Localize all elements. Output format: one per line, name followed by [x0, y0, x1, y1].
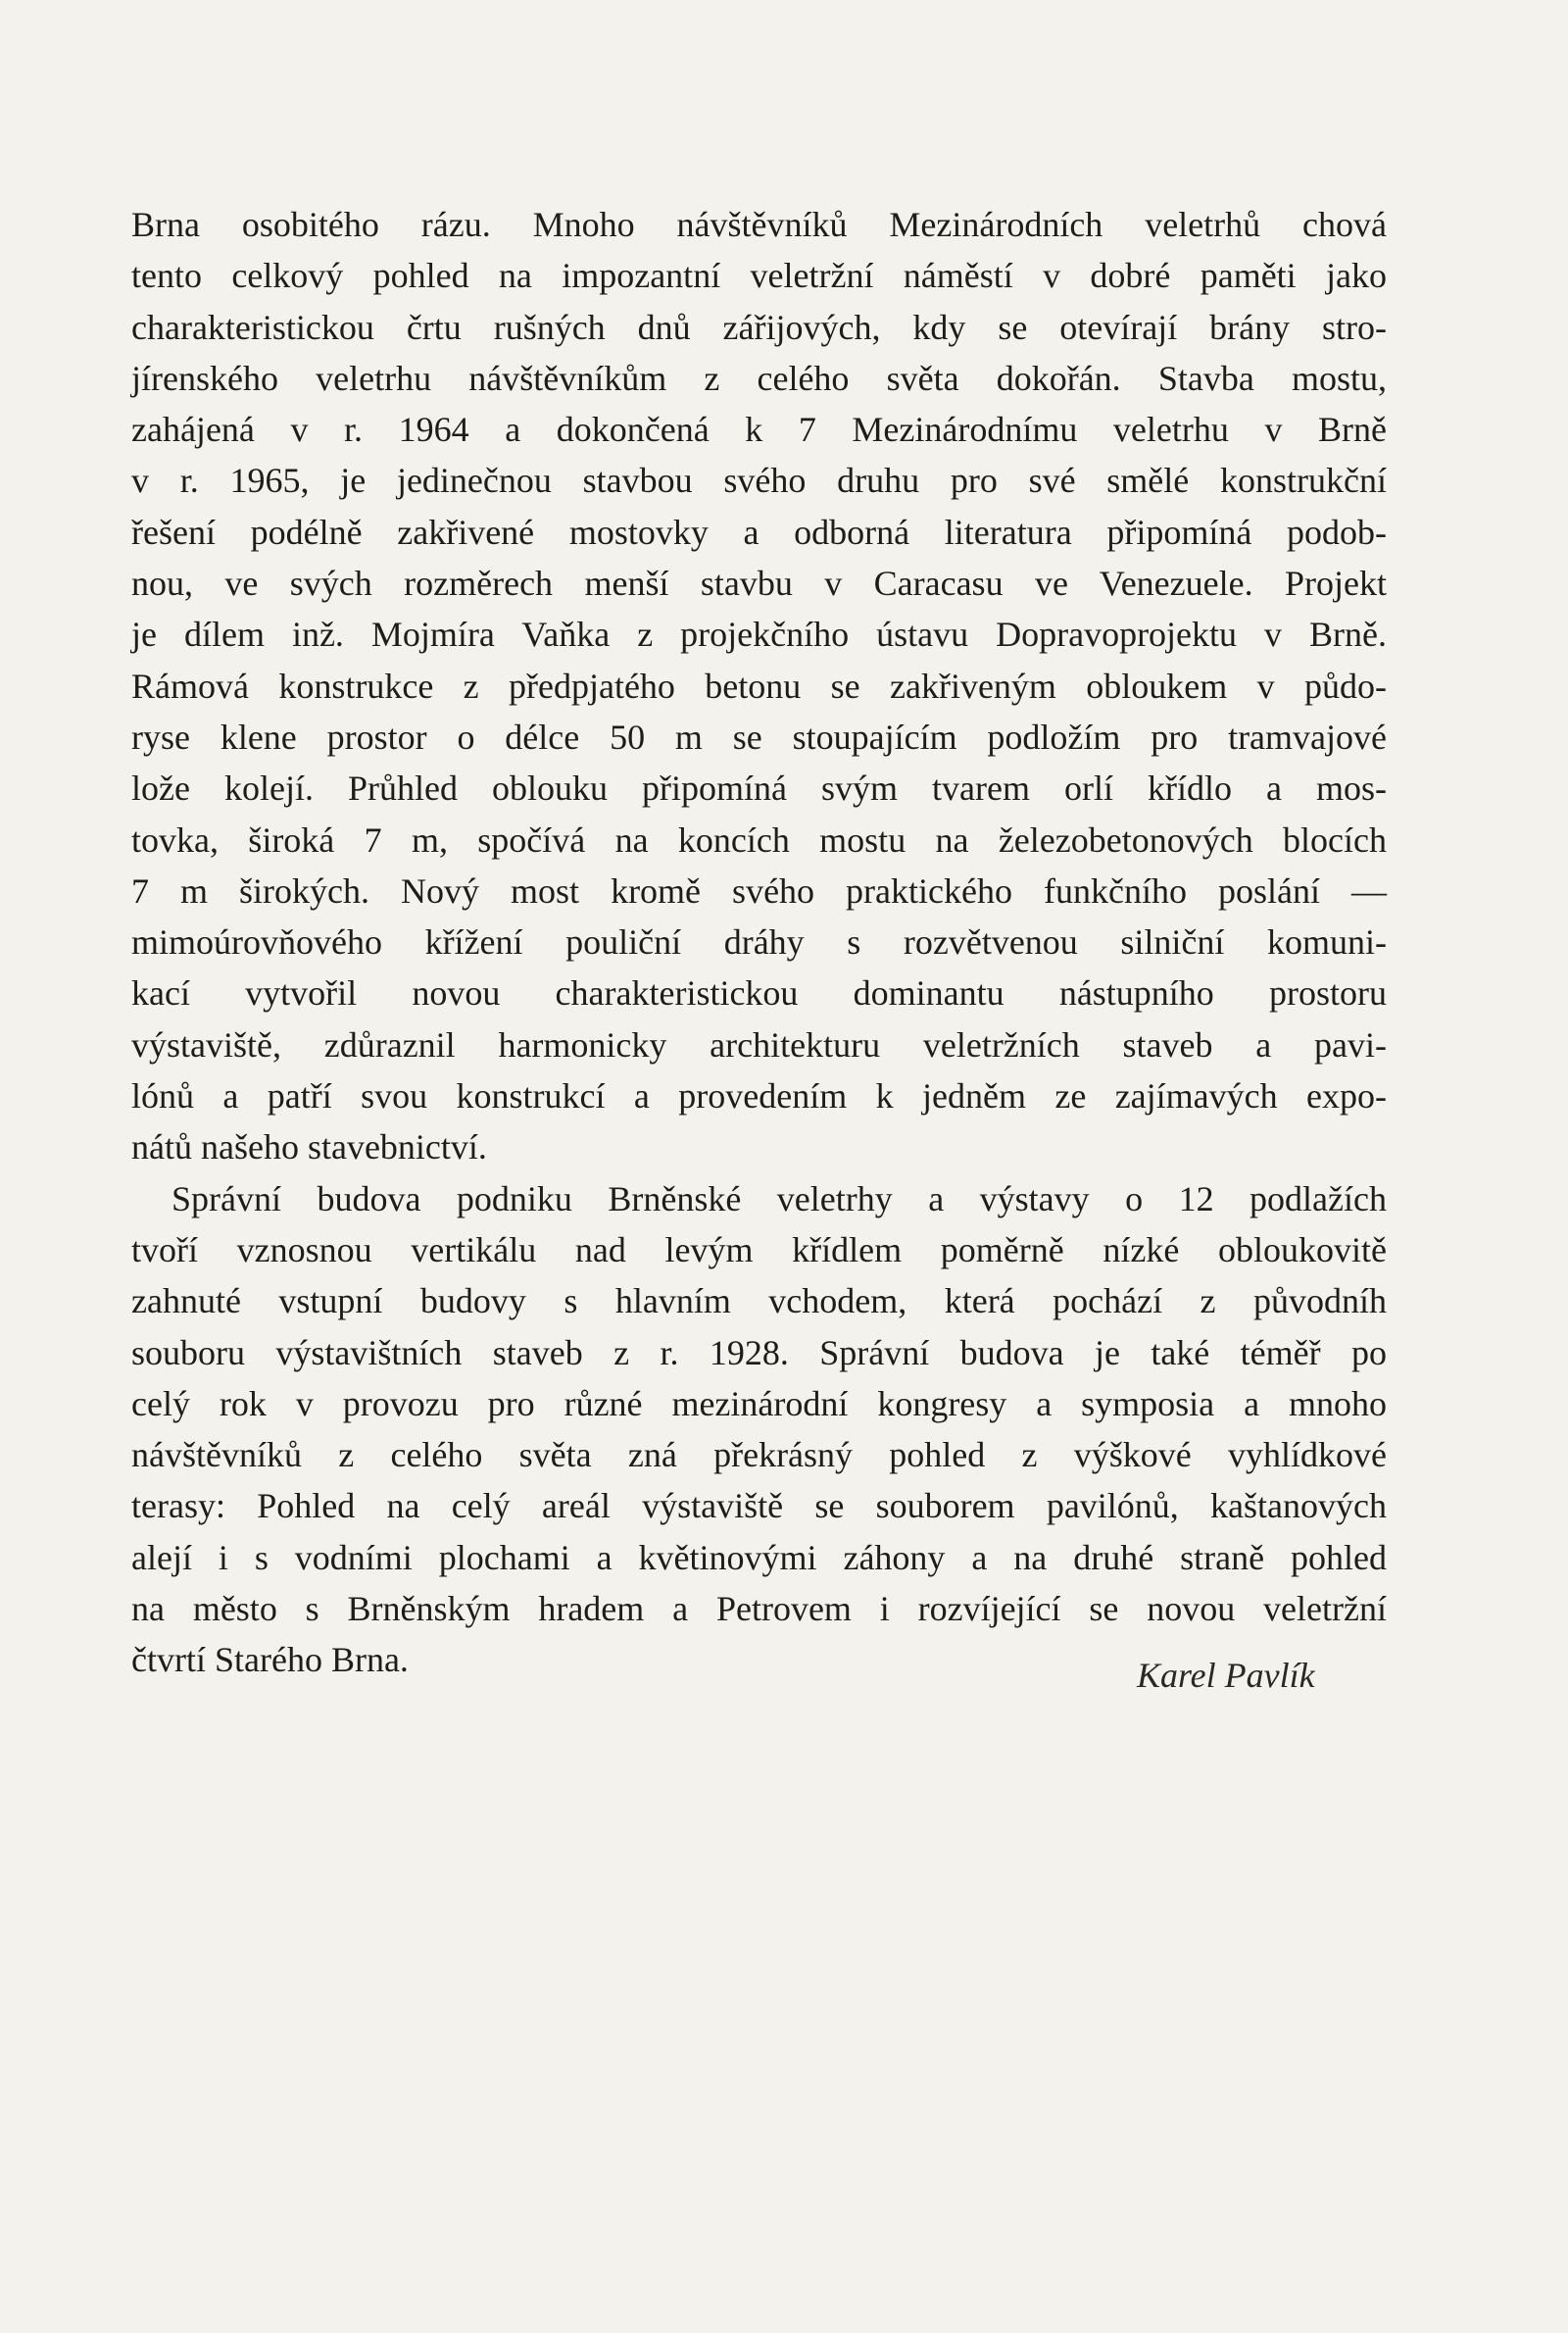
text-line: Brna osobitého rázu. Mnoho návštěvníků Mezinárodních veletrhů chová: [131, 205, 1387, 244]
text-line: celý rok v provozu pro různé mezinárodní kongresy a symposia a mnoho: [131, 1383, 1387, 1423]
text-line: nou, ve svých rozměrech menší stavbu v Caracasu ve Venezuele. Projekt: [131, 564, 1387, 604]
text-line: souboru výstavištních staveb z r. 1928. Správní budova je také téměř po: [131, 1332, 1387, 1372]
text-line: výstaviště, zdůraznil harmonicky architekturu veletržních staveb a pavi-: [131, 1024, 1387, 1065]
text-line: tento celkový pohled na impozantní veletržní náměstí v dobré paměti jako: [131, 256, 1387, 296]
text-line: kací vytvořil novou charakteristickou dominantu nástupního prostoru: [131, 973, 1387, 1014]
text-line: mimoúrovňového křížení pouliční dráhy s rozvětvenou silniční komuni-: [131, 922, 1387, 963]
text-line: tvoří vznosnou vertikálu nad levým křídlem poměrně nízké obloukovitě: [131, 1229, 1387, 1269]
text-line: v r. 1965, je jedinečnou stavbou svého druhu pro své smělé konstrukční: [131, 461, 1387, 501]
text-line: 7 m širokých. Nový most kromě svého praktického funkčního poslání —: [131, 870, 1387, 911]
text-line: charakteristickou črtu rušných dnů zářijových, kdy se otevírají brány stro-: [131, 307, 1387, 347]
text-line: jírenského veletrhu návštěvníkům z celého světa dokořán. Stavba mostu,: [131, 358, 1387, 398]
article-body: [131, 199, 1387, 1686]
text-line: Rámová konstrukce z předpjatého betonu se zakřiveným obloukem v půdo-: [131, 666, 1387, 706]
text-line: lože kolejí. Průhled oblouku připomíná svým tvarem orlí křídlo a mos-: [131, 769, 1387, 809]
text-line: Správní budova podniku Brněnské veletrhy a výstavy o 12 podlažích: [172, 1178, 1387, 1218]
text-line: lónů a patří svou konstrukcí a provedením k jedněm ze zajímavých expo-: [131, 1076, 1387, 1117]
text-line: nátů našeho stavebnictví.: [131, 1127, 487, 1167]
text-line: na město s Brněnským hradem a Petrovem i rozvíjející se novou veletržní: [131, 1589, 1387, 1629]
text-line: terasy: Pohled na celý areál výstaviště se souborem pavilónů, kaštanových: [131, 1486, 1387, 1526]
text-line: ryse klene prostor o délce 50 m se stoupajícím podložím pro tramvajové: [131, 717, 1387, 757]
text-line: návštěvníků z celého světa zná překrásný pohled z výškové vyhlídkové: [131, 1435, 1387, 1475]
text-line: řešení podélně zakřivené mostovky a odborná literatura připomíná podob-: [131, 512, 1387, 552]
text-line: zahnuté vstupní budovy s hlavním vchodem, která pochází z původníh: [131, 1281, 1387, 1321]
text-line: tovka, široká 7 m, spočívá na koncích mostu na železobetonových blocích: [131, 819, 1387, 860]
paragraph-1: [131, 199, 1387, 1173]
text-line: čtvrtí Starého Brna.: [131, 1640, 409, 1680]
text-line: je dílem inž. Mojmíra Vaňka z projekčního ústavu Dopravoprojektu v Brně.: [131, 615, 1387, 655]
paragraph-2: [131, 1173, 1387, 1686]
text-line: zahájená v r. 1964 a dokončená k 7 Mezinárodnímu veletrhu v Brně: [131, 410, 1387, 450]
text-line: alejí i s vodními plochami a květinovými záhony a na druhé straně pohled: [131, 1537, 1387, 1577]
author-signature: Karel Pavlík: [1137, 1656, 1315, 1695]
